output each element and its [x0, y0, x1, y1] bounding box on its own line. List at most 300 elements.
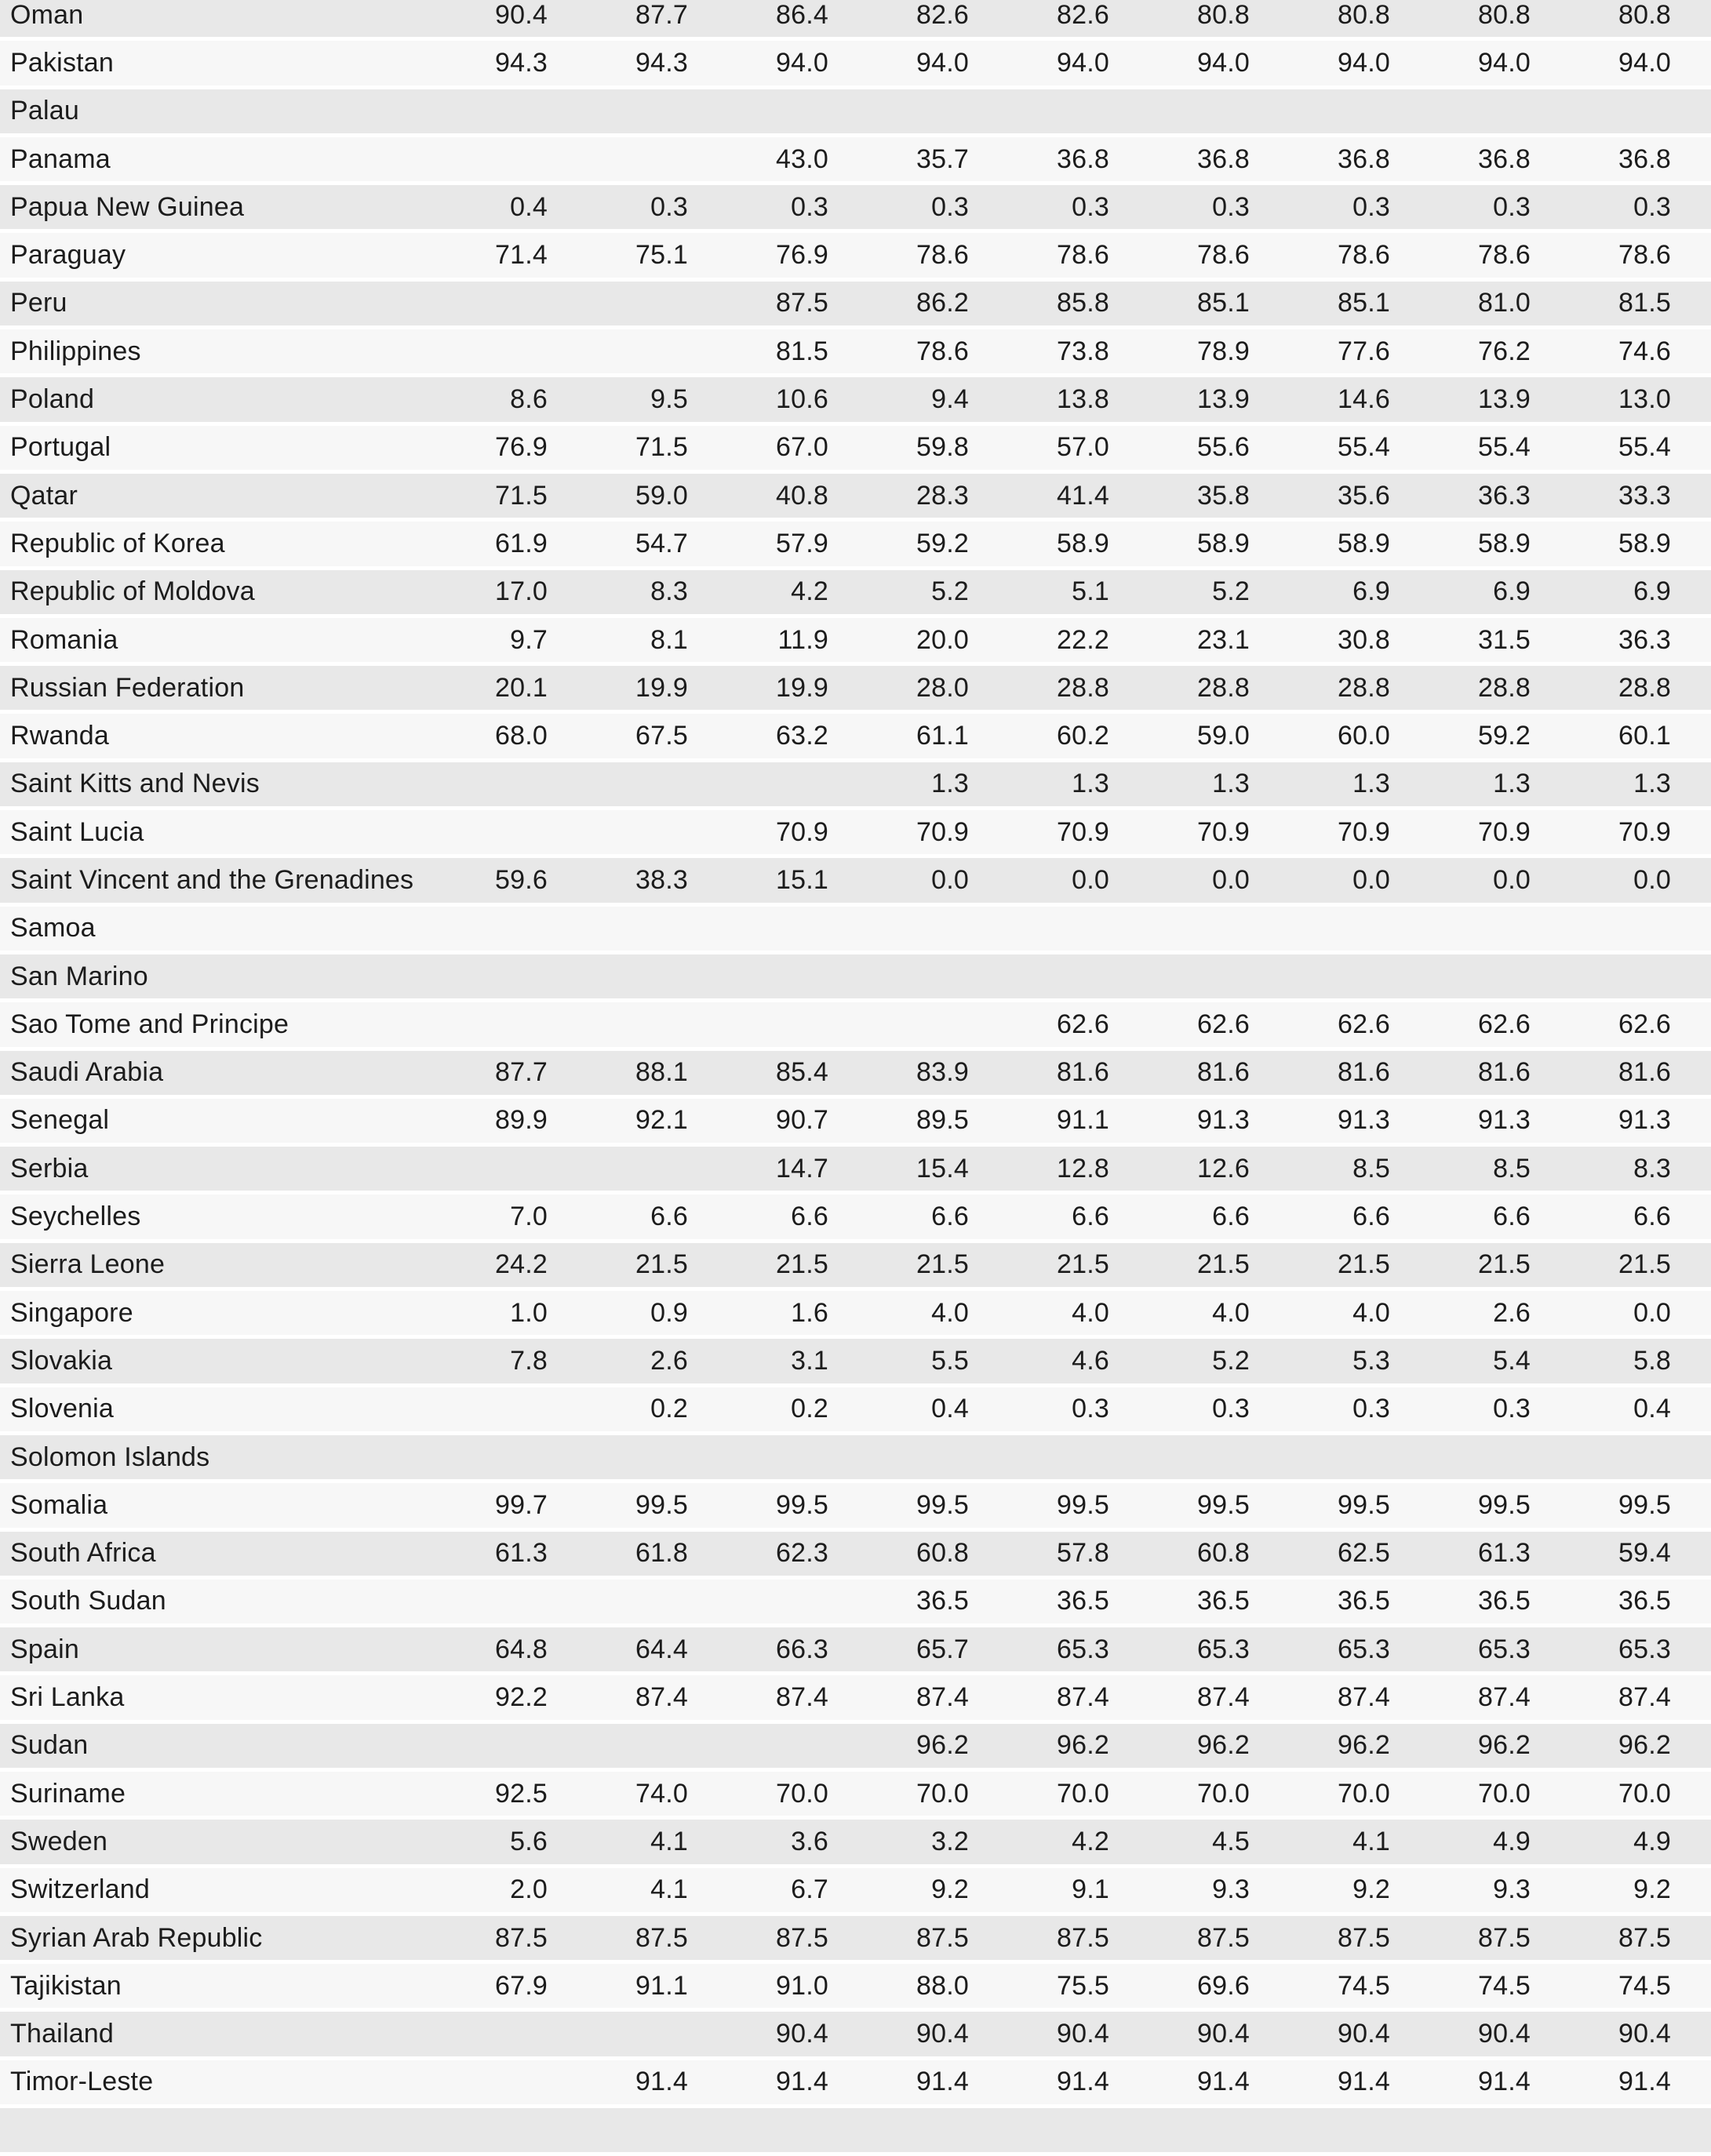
value-cell: 60.1	[1531, 714, 1711, 762]
value-cell	[1250, 954, 1390, 1002]
value-cell: 91.0	[688, 1964, 828, 2012]
country-name-cell: Sudan	[0, 1724, 407, 1772]
country-name-cell: Palau	[0, 89, 407, 137]
value-cell	[1109, 907, 1250, 954]
value-cell: 70.0	[1250, 1772, 1390, 1820]
value-cell: 90.4	[688, 2012, 828, 2060]
value-cell: 87.5	[688, 1916, 828, 1964]
value-cell: 0.3	[1250, 185, 1390, 233]
value-cell	[548, 2012, 688, 2060]
value-cell: 88.1	[548, 1051, 688, 1099]
value-cell: 87.5	[828, 1916, 969, 1964]
table-row	[0, 2108, 1711, 2156]
value-cell: 4.2	[969, 1820, 1109, 1867]
table-row	[0, 1339, 1711, 1387]
country-name-cell: Oman	[0, 0, 407, 41]
value-cell: 99.5	[1390, 1483, 1531, 1531]
value-cell: 71.5	[548, 426, 688, 474]
value-cell: 4.0	[1250, 1291, 1390, 1339]
value-cell: 31.5	[1390, 618, 1531, 666]
value-cell: 73.8	[969, 329, 1109, 377]
value-cell: 28.8	[969, 666, 1109, 714]
table-row	[0, 666, 1711, 714]
value-cell: 74.0	[548, 1772, 688, 1820]
value-cell	[407, 1147, 548, 1194]
value-cell: 87.5	[548, 1916, 688, 1964]
value-cell	[828, 2108, 969, 2156]
value-cell	[1390, 2108, 1531, 2156]
table-row	[0, 954, 1711, 1002]
country-name-cell: Pakistan	[0, 41, 407, 89]
value-cell: 87.7	[407, 1051, 548, 1099]
value-cell: 7.8	[407, 1339, 548, 1387]
value-cell: 6.9	[1250, 570, 1390, 618]
value-cell: 5.1	[969, 570, 1109, 618]
value-cell: 21.5	[969, 1243, 1109, 1291]
value-cell: 0.3	[969, 1387, 1109, 1435]
value-cell: 85.4	[688, 1051, 828, 1099]
value-cell: 0.3	[828, 185, 969, 233]
country-name-cell: Saint Vincent and the Grenadines	[0, 858, 407, 906]
table-row	[0, 1291, 1711, 1339]
table-row	[0, 1002, 1711, 1050]
value-cell: 28.8	[1109, 666, 1250, 714]
table-row	[0, 329, 1711, 377]
value-cell: 99.5	[1531, 1483, 1711, 1531]
value-cell	[548, 1580, 688, 1627]
value-cell: 58.9	[1109, 522, 1250, 569]
table-row	[0, 1194, 1711, 1242]
value-cell: 61.8	[548, 1532, 688, 1580]
table-row	[0, 1675, 1711, 1723]
value-cell	[1531, 2108, 1711, 2156]
value-cell: 6.6	[1250, 1194, 1390, 1242]
value-cell: 21.5	[1109, 1243, 1250, 1291]
value-cell: 13.8	[969, 377, 1109, 425]
table-row	[0, 1243, 1711, 1291]
value-cell: 9.3	[1109, 1868, 1250, 1916]
value-cell: 35.7	[828, 137, 969, 185]
value-cell	[828, 954, 969, 1002]
value-cell: 35.8	[1109, 474, 1250, 522]
value-cell: 89.5	[828, 1099, 969, 1147]
table-row	[0, 618, 1711, 666]
value-cell: 96.2	[1531, 1724, 1711, 1772]
country-name-cell: Panama	[0, 137, 407, 185]
value-cell: 0.3	[1390, 185, 1531, 233]
value-cell: 2.6	[1390, 1291, 1531, 1339]
country-name-cell: Saudi Arabia	[0, 1051, 407, 1099]
value-cell: 6.6	[548, 1194, 688, 1242]
country-name-cell: Republic of Moldova	[0, 570, 407, 618]
value-cell: 78.6	[828, 233, 969, 281]
value-cell: 81.5	[1531, 282, 1711, 329]
value-cell	[548, 907, 688, 954]
value-cell: 36.3	[1531, 618, 1711, 666]
value-cell: 91.3	[1390, 1099, 1531, 1147]
value-cell: 1.3	[828, 762, 969, 810]
value-cell: 67.9	[407, 1964, 548, 2012]
value-cell: 21.5	[1531, 1243, 1711, 1291]
value-cell: 36.8	[1390, 137, 1531, 185]
value-cell: 0.2	[548, 1387, 688, 1435]
value-cell: 91.4	[1250, 2060, 1390, 2108]
value-cell: 4.5	[1109, 1820, 1250, 1867]
value-cell: 59.2	[828, 522, 969, 569]
value-cell: 1.3	[1250, 762, 1390, 810]
value-cell: 36.5	[969, 1580, 1109, 1627]
value-cell: 60.2	[969, 714, 1109, 762]
value-cell	[1250, 89, 1390, 137]
value-cell: 92.1	[548, 1099, 688, 1147]
value-cell: 4.1	[548, 1868, 688, 1916]
value-cell: 90.7	[688, 1099, 828, 1147]
value-cell: 13.9	[1390, 377, 1531, 425]
value-cell: 91.1	[548, 1964, 688, 2012]
value-cell: 70.0	[1390, 1772, 1531, 1820]
value-cell: 87.4	[1250, 1675, 1390, 1723]
value-cell: 2.0	[407, 1868, 548, 1916]
value-cell: 87.5	[407, 1916, 548, 1964]
value-cell: 78.6	[969, 233, 1109, 281]
country-name-cell: Slovakia	[0, 1339, 407, 1387]
country-name-cell: Peru	[0, 282, 407, 329]
value-cell: 61.3	[407, 1532, 548, 1580]
country-name-cell: Romania	[0, 618, 407, 666]
country-name-cell: Republic of Korea	[0, 522, 407, 569]
value-cell: 5.2	[1109, 570, 1250, 618]
country-name-cell: Saint Lucia	[0, 810, 407, 858]
value-cell: 28.8	[1531, 666, 1711, 714]
value-cell: 86.4	[688, 0, 828, 41]
value-cell: 28.8	[1390, 666, 1531, 714]
value-cell: 20.0	[828, 618, 969, 666]
value-cell: 24.2	[407, 1243, 548, 1291]
value-cell: 8.3	[1531, 1147, 1711, 1194]
value-cell: 4.0	[1109, 1291, 1250, 1339]
value-cell: 90.4	[969, 2012, 1109, 2060]
value-cell: 92.5	[407, 1772, 548, 1820]
value-cell	[969, 1435, 1109, 1483]
value-cell: 8.3	[548, 570, 688, 618]
country-name-cell: Rwanda	[0, 714, 407, 762]
value-cell: 81.6	[1390, 1051, 1531, 1099]
value-cell: 60.8	[1109, 1532, 1250, 1580]
value-cell: 6.9	[1531, 570, 1711, 618]
value-cell: 0.0	[1109, 858, 1250, 906]
value-cell: 87.4	[548, 1675, 688, 1723]
table-row	[0, 185, 1711, 233]
value-cell: 4.2	[688, 570, 828, 618]
value-cell	[1531, 1435, 1711, 1483]
value-cell: 1.6	[688, 1291, 828, 1339]
value-cell: 59.2	[1390, 714, 1531, 762]
value-cell: 99.5	[969, 1483, 1109, 1531]
table-row	[0, 426, 1711, 474]
value-cell: 0.9	[548, 1291, 688, 1339]
value-cell	[1109, 1435, 1250, 1483]
value-cell: 0.4	[407, 185, 548, 233]
value-cell: 36.5	[1109, 1580, 1250, 1627]
value-cell: 94.0	[1250, 41, 1390, 89]
value-cell	[1109, 89, 1250, 137]
value-cell	[407, 1724, 548, 1772]
value-cell: 91.4	[828, 2060, 969, 2108]
value-cell: 5.8	[1531, 1339, 1711, 1387]
value-cell	[548, 2108, 688, 2156]
value-cell: 85.1	[1109, 282, 1250, 329]
value-cell: 70.0	[688, 1772, 828, 1820]
value-cell: 4.9	[1390, 1820, 1531, 1867]
value-cell: 5.2	[828, 570, 969, 618]
value-cell: 62.5	[1250, 1532, 1390, 1580]
value-cell: 55.6	[1109, 426, 1250, 474]
value-cell: 91.3	[1109, 1099, 1250, 1147]
value-cell	[548, 1724, 688, 1772]
value-cell: 57.8	[969, 1532, 1109, 1580]
value-cell	[1531, 907, 1711, 954]
value-cell: 40.8	[688, 474, 828, 522]
value-cell: 96.2	[1390, 1724, 1531, 1772]
value-cell	[548, 282, 688, 329]
country-name-cell: South Sudan	[0, 1580, 407, 1627]
value-cell	[688, 1724, 828, 1772]
value-cell	[407, 329, 548, 377]
country-name-cell: Suriname	[0, 1772, 407, 1820]
country-name-cell: Philippines	[0, 329, 407, 377]
value-cell: 61.1	[828, 714, 969, 762]
value-cell: 22.2	[969, 618, 1109, 666]
country-name-cell: Serbia	[0, 1147, 407, 1194]
value-cell	[1109, 2108, 1250, 2156]
country-name-cell: Papua New Guinea	[0, 185, 407, 233]
value-cell	[1531, 954, 1711, 1002]
value-cell	[407, 1435, 548, 1483]
value-cell: 55.4	[1531, 426, 1711, 474]
value-cell: 91.3	[1250, 1099, 1390, 1147]
value-cell: 38.3	[548, 858, 688, 906]
value-cell: 57.0	[969, 426, 1109, 474]
value-cell: 59.0	[548, 474, 688, 522]
value-cell: 19.9	[548, 666, 688, 714]
value-cell: 67.5	[548, 714, 688, 762]
table-row	[0, 1483, 1711, 1531]
value-cell: 4.0	[828, 1291, 969, 1339]
value-cell: 4.6	[969, 1339, 1109, 1387]
table-row	[0, 1724, 1711, 1772]
value-cell: 8.6	[407, 377, 548, 425]
table-row	[0, 1580, 1711, 1627]
value-cell: 62.6	[1109, 1002, 1250, 1050]
value-cell: 91.4	[1531, 2060, 1711, 2108]
value-cell: 20.1	[407, 666, 548, 714]
value-cell: 76.9	[688, 233, 828, 281]
value-cell: 13.0	[1531, 377, 1711, 425]
value-cell: 91.4	[1390, 2060, 1531, 2108]
table-row	[0, 522, 1711, 569]
value-cell: 5.3	[1250, 1339, 1390, 1387]
table-row	[0, 1387, 1711, 1435]
country-name-cell: South Africa	[0, 1532, 407, 1580]
value-cell: 2.6	[548, 1339, 688, 1387]
value-cell: 90.4	[407, 0, 548, 41]
value-cell: 0.4	[1531, 1387, 1711, 1435]
value-cell: 90.4	[1390, 2012, 1531, 2060]
table-row	[0, 137, 1711, 185]
value-cell: 8.5	[1250, 1147, 1390, 1194]
country-name-cell: Syrian Arab Republic	[0, 1916, 407, 1964]
value-cell: 60.8	[828, 1532, 969, 1580]
value-cell: 0.0	[828, 858, 969, 906]
value-cell	[1109, 954, 1250, 1002]
value-cell: 12.6	[1109, 1147, 1250, 1194]
table-row	[0, 1772, 1711, 1820]
value-cell: 4.1	[1250, 1820, 1390, 1867]
value-cell: 96.2	[1250, 1724, 1390, 1772]
value-cell: 12.8	[969, 1147, 1109, 1194]
table-row	[0, 1627, 1711, 1675]
table-row	[0, 570, 1711, 618]
value-cell: 81.6	[1250, 1051, 1390, 1099]
value-cell: 87.5	[1390, 1916, 1531, 1964]
value-cell: 89.9	[407, 1099, 548, 1147]
table-row	[0, 2012, 1711, 2060]
value-cell	[828, 907, 969, 954]
value-cell	[969, 954, 1109, 1002]
value-cell: 85.1	[1250, 282, 1390, 329]
value-cell: 28.0	[828, 666, 969, 714]
table-row	[0, 714, 1711, 762]
value-cell	[1531, 89, 1711, 137]
value-cell: 70.9	[828, 810, 969, 858]
value-cell: 87.4	[1531, 1675, 1711, 1723]
value-cell: 6.7	[688, 1868, 828, 1916]
value-cell: 6.6	[1531, 1194, 1711, 1242]
value-cell: 10.6	[688, 377, 828, 425]
value-cell: 0.2	[688, 1387, 828, 1435]
value-cell: 62.6	[1390, 1002, 1531, 1050]
value-cell: 78.6	[1390, 233, 1531, 281]
value-cell: 57.9	[688, 522, 828, 569]
value-cell: 6.6	[1390, 1194, 1531, 1242]
value-cell	[828, 1002, 969, 1050]
value-cell: 87.5	[969, 1916, 1109, 1964]
table-row	[0, 1051, 1711, 1099]
table-row	[0, 0, 1711, 41]
value-cell: 74.6	[1531, 329, 1711, 377]
value-cell: 99.5	[688, 1483, 828, 1531]
value-cell: 65.3	[1109, 1627, 1250, 1675]
value-cell	[407, 2012, 548, 2060]
value-cell: 0.0	[1250, 858, 1390, 906]
value-cell	[407, 954, 548, 1002]
value-cell: 7.0	[407, 1194, 548, 1242]
country-name-cell: Sao Tome and Principe	[0, 1002, 407, 1050]
value-cell	[548, 1435, 688, 1483]
value-cell: 0.0	[1390, 858, 1531, 906]
value-cell: 3.6	[688, 1820, 828, 1867]
value-cell	[1390, 1435, 1531, 1483]
value-cell: 70.9	[969, 810, 1109, 858]
value-cell: 62.6	[1250, 1002, 1390, 1050]
table-row	[0, 810, 1711, 858]
value-cell: 94.0	[1531, 41, 1711, 89]
value-cell: 36.5	[828, 1580, 969, 1627]
value-cell	[1390, 89, 1531, 137]
value-cell	[407, 2108, 548, 2156]
value-cell: 87.5	[1109, 1916, 1250, 1964]
table-row	[0, 858, 1711, 906]
value-cell	[407, 89, 548, 137]
value-cell: 0.3	[1109, 1387, 1250, 1435]
value-cell: 78.6	[1109, 233, 1250, 281]
country-name-cell: Sweden	[0, 1820, 407, 1867]
value-cell: 78.9	[1109, 329, 1250, 377]
value-cell: 87.4	[1109, 1675, 1250, 1723]
value-cell	[1250, 1435, 1390, 1483]
value-cell: 94.0	[1390, 41, 1531, 89]
value-cell: 5.2	[1109, 1339, 1250, 1387]
value-cell	[548, 137, 688, 185]
value-cell	[688, 907, 828, 954]
table-row	[0, 377, 1711, 425]
value-cell: 4.0	[969, 1291, 1109, 1339]
value-cell	[688, 1580, 828, 1627]
value-cell	[688, 1435, 828, 1483]
value-cell: 65.7	[828, 1627, 969, 1675]
table-row	[0, 1147, 1711, 1194]
country-name-cell: Portugal	[0, 426, 407, 474]
value-cell: 80.8	[1250, 0, 1390, 41]
value-cell: 87.4	[969, 1675, 1109, 1723]
table-row	[0, 907, 1711, 954]
country-name-cell: Singapore	[0, 1291, 407, 1339]
value-cell: 21.5	[828, 1243, 969, 1291]
value-cell: 13.9	[1109, 377, 1250, 425]
value-cell: 70.9	[688, 810, 828, 858]
value-cell: 0.0	[969, 858, 1109, 906]
value-cell: 1.3	[1390, 762, 1531, 810]
value-cell: 55.4	[1250, 426, 1390, 474]
value-cell	[548, 329, 688, 377]
value-cell	[407, 282, 548, 329]
value-cell: 70.0	[969, 1772, 1109, 1820]
value-cell: 82.6	[828, 0, 969, 41]
value-cell: 91.4	[969, 2060, 1109, 2108]
value-cell: 0.0	[1531, 1291, 1711, 1339]
value-cell: 30.8	[1250, 618, 1390, 666]
value-cell: 14.6	[1250, 377, 1390, 425]
value-cell: 0.0	[1531, 858, 1711, 906]
value-cell: 28.3	[828, 474, 969, 522]
value-cell: 9.2	[828, 1868, 969, 1916]
value-cell	[688, 954, 828, 1002]
value-cell: 59.0	[1109, 714, 1250, 762]
value-cell: 91.3	[1531, 1099, 1711, 1147]
value-cell: 63.2	[688, 714, 828, 762]
value-cell	[407, 907, 548, 954]
value-cell	[548, 1147, 688, 1194]
value-cell: 83.9	[828, 1051, 969, 1099]
value-cell: 59.4	[1531, 1532, 1711, 1580]
value-cell	[969, 89, 1109, 137]
value-cell: 99.5	[548, 1483, 688, 1531]
table-row	[0, 1532, 1711, 1580]
value-cell: 28.8	[1250, 666, 1390, 714]
value-cell: 90.4	[828, 2012, 969, 2060]
table-row	[0, 474, 1711, 522]
value-cell	[548, 89, 688, 137]
